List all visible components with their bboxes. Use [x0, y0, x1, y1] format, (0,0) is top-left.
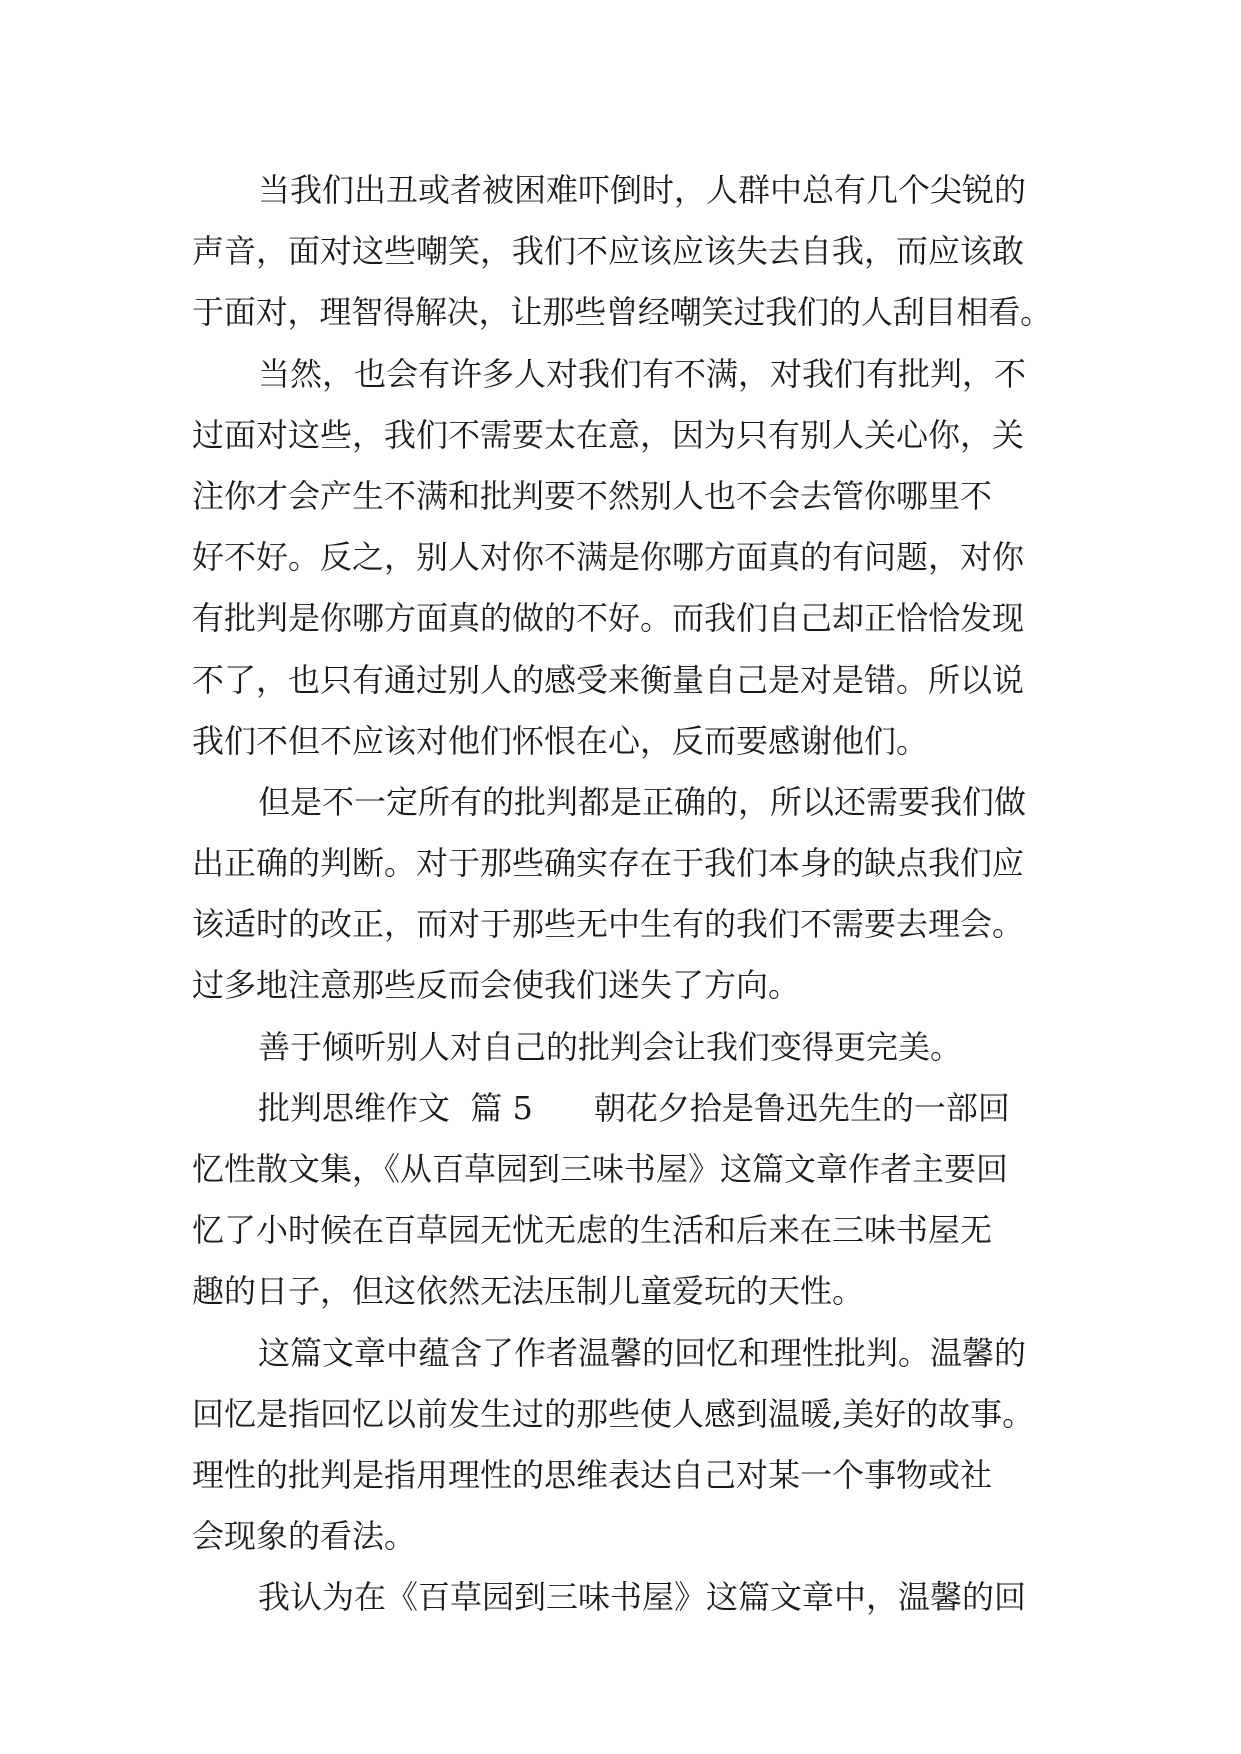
text-line: 不了，也只有通过别人的感受来衡量自己是对是错。所以说: [192, 660, 1025, 699]
text-line: 过多地注意那些反而会使我们迷失了方向。: [192, 966, 801, 1005]
text-line: 我们不但不应该对他们怀恨在心，反而要感谢他们。: [192, 721, 929, 760]
text-line: 好不好。反之，别人对你不满是你哪方面真的有问题，对你: [192, 538, 1025, 577]
text-line: 该适时的改正，而对于那些无中生有的我们不需要去理会。: [192, 905, 1025, 944]
text-line: 趣的日子，但这依然无法压制儿童爱玩的天性。: [192, 1272, 865, 1311]
text-line: 出正确的判断。对于那些确实存在于我们本身的缺点我们应: [192, 844, 1025, 883]
text-line: 但是不一定所有的批判都是正确的，所以还需要我们做: [258, 782, 1027, 821]
text-line: 有批判是你哪方面真的做的不好。而我们自己却正恰恰发现: [192, 599, 1025, 638]
text-line: 我认为在《百草园到三味书屋》这篇文章中，温馨的回: [258, 1578, 1027, 1617]
section-heading-line: 批判思维作文 篇 5 朝花夕拾是鲁迅先生的一部回: [258, 1088, 1010, 1127]
text-line: 于面对，理智得解决，让那些曾经嘲笑过我们的人刮目相看。: [192, 293, 1052, 332]
text-line: 回忆是指回忆以前发生过的那些使人感到温暖,美好的故事。: [192, 1394, 1035, 1433]
text-line: 善于倾听别人对自己的批判会让我们变得更完美。: [258, 1027, 963, 1066]
essay-body: [192, 160, 1052, 1629]
text-line: 当我们出丑或者被困难吓倒时，人群中总有几个尖锐的: [258, 171, 1027, 209]
text-line: 声音，面对这些嘲笑，我们不应该应该失去自我，而应该敢: [192, 232, 1025, 271]
text-line: 忆性散文集，《从百草园到三味书屋》这篇文章作者主要回: [192, 1150, 1009, 1188]
text-line: 这篇文章中蕴含了作者温馨的回忆和理性批判。温馨的: [258, 1333, 1027, 1372]
text-line: 忆了小时候在百草园无忧无虑的生活和后来在三味书屋无: [192, 1211, 993, 1250]
text-line: 会现象的看法。: [192, 1517, 417, 1556]
text-line: 过面对这些，我们不需要太在意，因为只有别人关心你，关: [192, 415, 1025, 454]
text-line: 当然，也会有许多人对我们有不满，对我们有批判，不: [258, 354, 1027, 393]
text-line: 注你才会产生不满和批判要不然别人也不会去管你哪里不: [192, 476, 993, 515]
text-line: 理性的批判是指用理性的思维表达自己对某一个事物或社: [192, 1455, 993, 1494]
